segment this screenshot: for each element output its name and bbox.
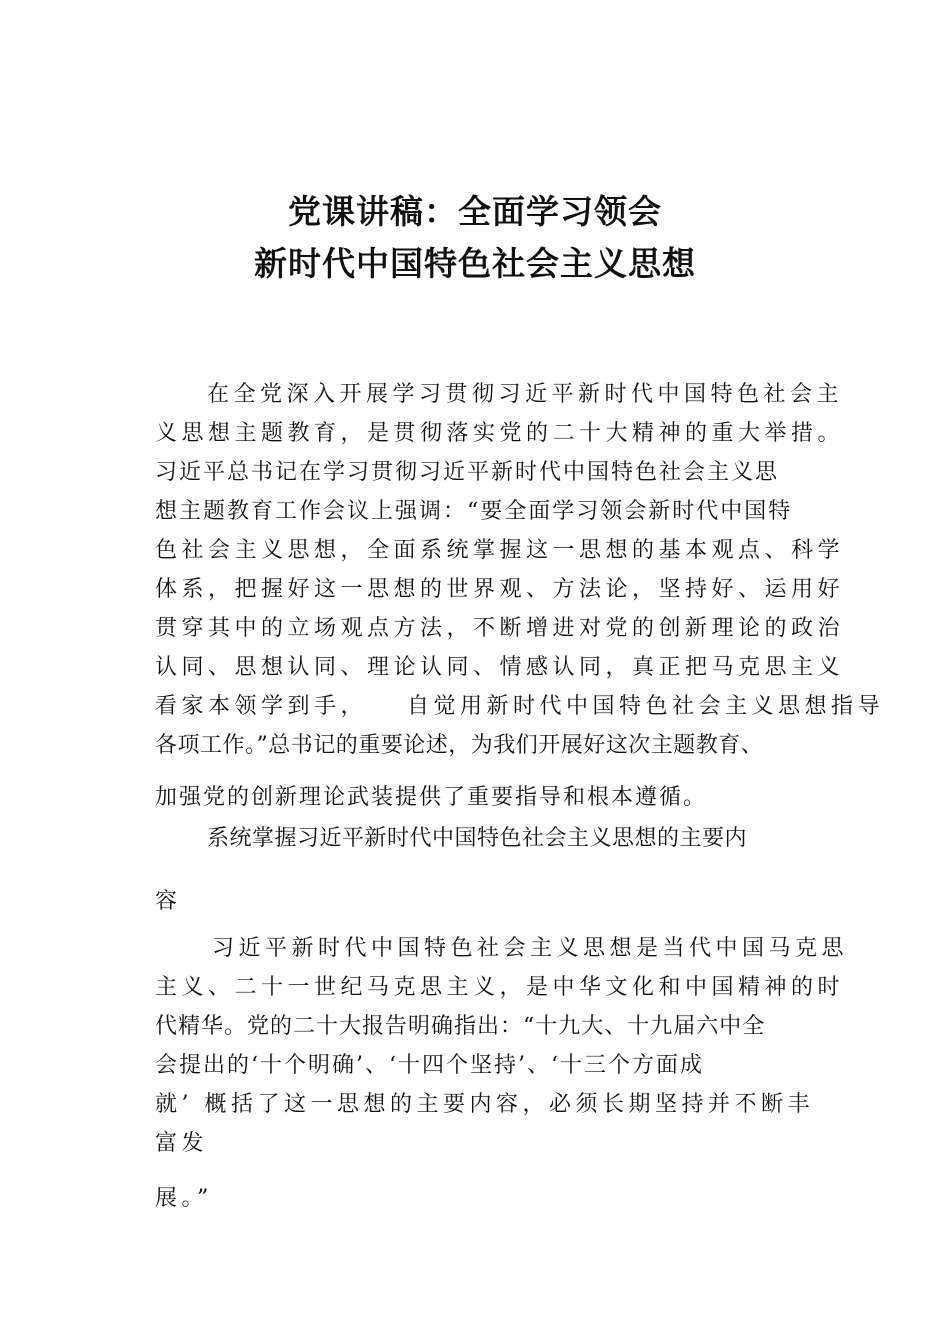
- paragraph-1-line-7: 贯穿其中的立场观点方法，不断增进对党的创新理论的政治: [155, 616, 845, 641]
- paragraph-2-line-3: 代精华。党的二十大报告明确指出：“十九大、十九届六中全: [155, 1014, 766, 1039]
- paragraph-2-line-7: 展。”: [155, 1186, 213, 1211]
- paragraph-2-line-5: 就’ 概括了这一思想的主要内容，必须长期坚持并不断丰: [155, 1092, 814, 1117]
- paragraph-1-line-2: 义思想主题教育，是贯彻落实党的二十大精神的重大举措。: [155, 421, 845, 446]
- paragraph-1-line-11: 加强党的创新理论武装提供了重要指导和根本遵循。: [155, 785, 708, 810]
- paragraph-1-line-5: 色社会主义思想，全面系统掌握这一思想的基本观点、科学: [155, 538, 845, 563]
- document-title-line-2: 新时代中国特色社会主义思想: [254, 244, 696, 283]
- paragraph-1-line-9-part-1: 看家本领学到手，: [155, 694, 368, 719]
- paragraph-1-line-1: 在全党深入开展学习贯彻习近平新时代中国特色社会主: [207, 382, 844, 407]
- paragraph-1-line-6: 体系，把握好这一思想的世界观、方法论，坚持好、运用好: [155, 577, 845, 602]
- section-heading-line-2: 容: [155, 889, 178, 914]
- paragraph-1-line-3: 习近平总书记在学习贯彻习近平新时代中国特色社会主义思: [155, 460, 780, 485]
- section-heading-line-1: 系统掌握习近平新时代中国特色社会主义思想的主要内: [207, 826, 748, 851]
- paragraph-1-line-9: [155, 689, 884, 720]
- paragraph-1-line-10: 各项工作。”总书记的重要论述，为我们开展好这次主题教育、: [155, 733, 764, 758]
- document-title-line-1: 党课讲稿：全面学习领会: [288, 192, 662, 231]
- paragraph-1-line-9-part-2: 自觉用新时代中国特色社会主义思想指导: [407, 694, 885, 719]
- paragraph-1-line-8: 认同、思想认同、理论认同、情感认同，真正把马克思主义: [155, 655, 845, 680]
- paragraph-2-line-1: 习近平新时代中国特色社会主义思想是当代中国马克思: [212, 936, 849, 961]
- paragraph-1-line-4: 想主题教育工作会议上强调：“要全面学习领会新时代中国特: [155, 499, 793, 524]
- paragraph-2-line-6: 富发: [155, 1131, 209, 1156]
- paragraph-2-line-2: 主义、二十一世纪马克思主义，是中华文化和中国精神的时: [155, 975, 845, 1000]
- paragraph-2-line-4: 会提出的‘十个明确’、‘十四个坚持’、‘十三个方面成: [155, 1053, 704, 1078]
